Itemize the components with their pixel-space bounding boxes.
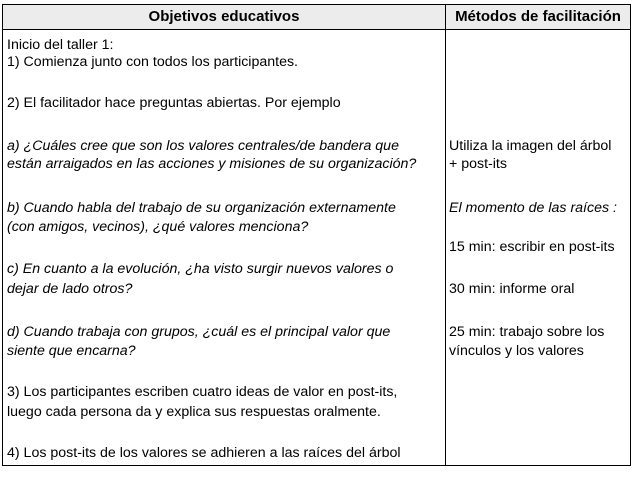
step-1-line: 1) Comienza junto con todos los participantes. [7,54,299,70]
question-d-line-1: d) Cuando trabaja con grupos, ¿cuál es el principal valor que [7,324,391,340]
question-c-line-1: c) En cuanto a la evolución, ¿ha visto surgir nuevos valores o [7,261,394,277]
step-3-line-1: 3) Los participantes escriben cuatro ideas de valor en post-its, [7,384,398,400]
step-3-line-2: luego cada persona da y explica sus respuestas oralmente. [7,404,381,420]
step-4-line: 4) Los post-its de los valores se adhieren a las raíces del árbol [7,445,401,461]
objectives-cell [2,29,446,466]
timing-30-min: 30 min: informe oral [449,281,575,297]
header-objetivos: Objetivos educativos [2,4,446,30]
timing-15-min: 15 min: escribir en post-its [449,239,615,255]
question-b-line-1: b) Cuando habla del trabajo de su organización externamente [7,200,396,216]
question-a-line-1: a) ¿Cuáles cree que son los valores centrales/de bandera que [7,138,399,154]
question-a-line-2: están arraigados en las acciones y misiones de su organización? [7,156,417,172]
question-d-line-2: siente que encarna? [7,343,136,359]
header-metodos: Métodos de facilitación [445,4,631,30]
step-2-line: 2) El facilitador hace preguntas abiertas. Por ejemplo [7,95,341,111]
timing-25-min-line-2: vínculos y los valores [449,343,584,359]
question-c-line-2: dejar de lado otros? [7,281,133,297]
tree-image-line-1: Utiliza la imagen del árbol [449,138,612,154]
timing-25-min-line-1: 25 min: trabajo sobre los [449,324,605,340]
workshop-start-line: Inicio del taller 1: [7,37,114,53]
question-b-line-2: (con amigos, vecinos), ¿qué valores menciona? [7,219,309,235]
tree-image-line-2: + post-its [449,156,507,172]
roots-moment-line: El momento de las raíces : [449,200,617,216]
methods-cell [445,29,631,466]
